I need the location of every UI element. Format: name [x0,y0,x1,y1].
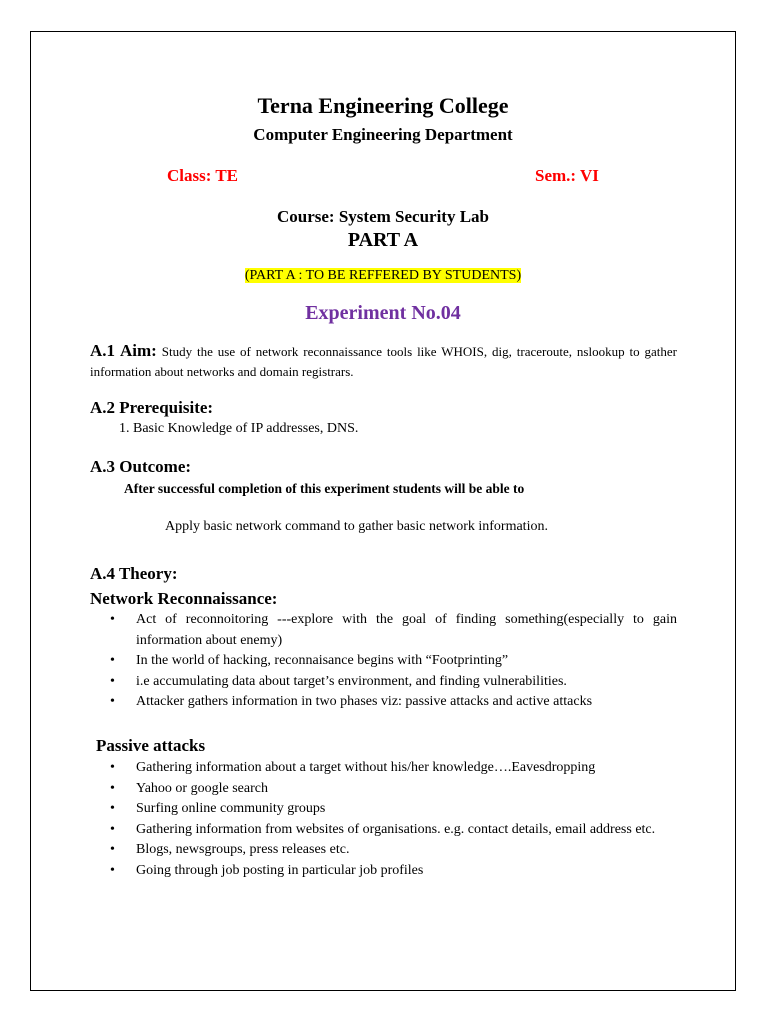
passive-attacks-heading: Passive attacks [96,736,206,755]
department-title: Computer Engineering Department [253,125,513,144]
list-item: • i.e accumulating data about target’s environment, and finding vulnerabilities. [110,673,567,689]
sem-label: Sem.: VI [535,166,599,185]
part-heading: PART A [347,229,419,251]
outcome-text: Apply basic network command to gather basic network information. [165,519,548,534]
aim-text: Study the use of network reconnaissance tools like WHOIS, dig, traceroute, nslookup to gather information about networks and domain registrars. [90,344,677,379]
aim-heading: A.1 Aim: [90,341,157,360]
list-item: • Surfing online community groups [110,801,326,816]
theory-bullet-list [110,610,677,713]
student-note-text: (PART A : TO BE REFFERED BY STUDENTS) [244,268,522,283]
outcome-heading: A.3 Outcome: [90,457,192,476]
college-title: Terna Engineering College [257,93,509,118]
list-item: • Gathering information about a target without his/her knowledge….Eavesdropping [110,760,596,775]
prerequisite-heading: A.2 Prerequisite: [90,398,214,417]
outcome-lead: After successful completion of this experiment students will be able to [124,481,525,496]
course-title: Course: System Security Lab [276,207,489,226]
list-item: • Going through job posting in particular job profiles [110,862,424,878]
prerequisite-item: 1. Basic Knowledge of IP addresses, DNS. [119,421,359,436]
list-item: • Blogs, newsgroups, press releases etc. [110,842,350,857]
passive-bullet-list [110,758,677,881]
list-item: • Gathering information from websites of organisations. e.g. contact details, email address etc. [110,821,656,837]
list-item: • Yahoo or google search [110,780,268,796]
experiment-number: Experiment No.04 [305,302,461,324]
list-item: • Act of reconnoitoring ---explore with the goal of finding something(especially to gain information about enemy) [110,612,677,648]
theory-heading: A.4 Theory: [90,564,178,583]
aim-section [90,341,677,382]
list-item: • Attacker gathers information in two phases viz: passive attacks and active attacks [110,694,593,709]
network-recon-heading: Network Reconnaissance: [90,589,278,608]
list-item: • In the world of hacking, reconnaisance begins with “Footprinting” [110,653,509,668]
class-label: Class: TE [167,166,239,185]
student-note [30,268,736,284]
